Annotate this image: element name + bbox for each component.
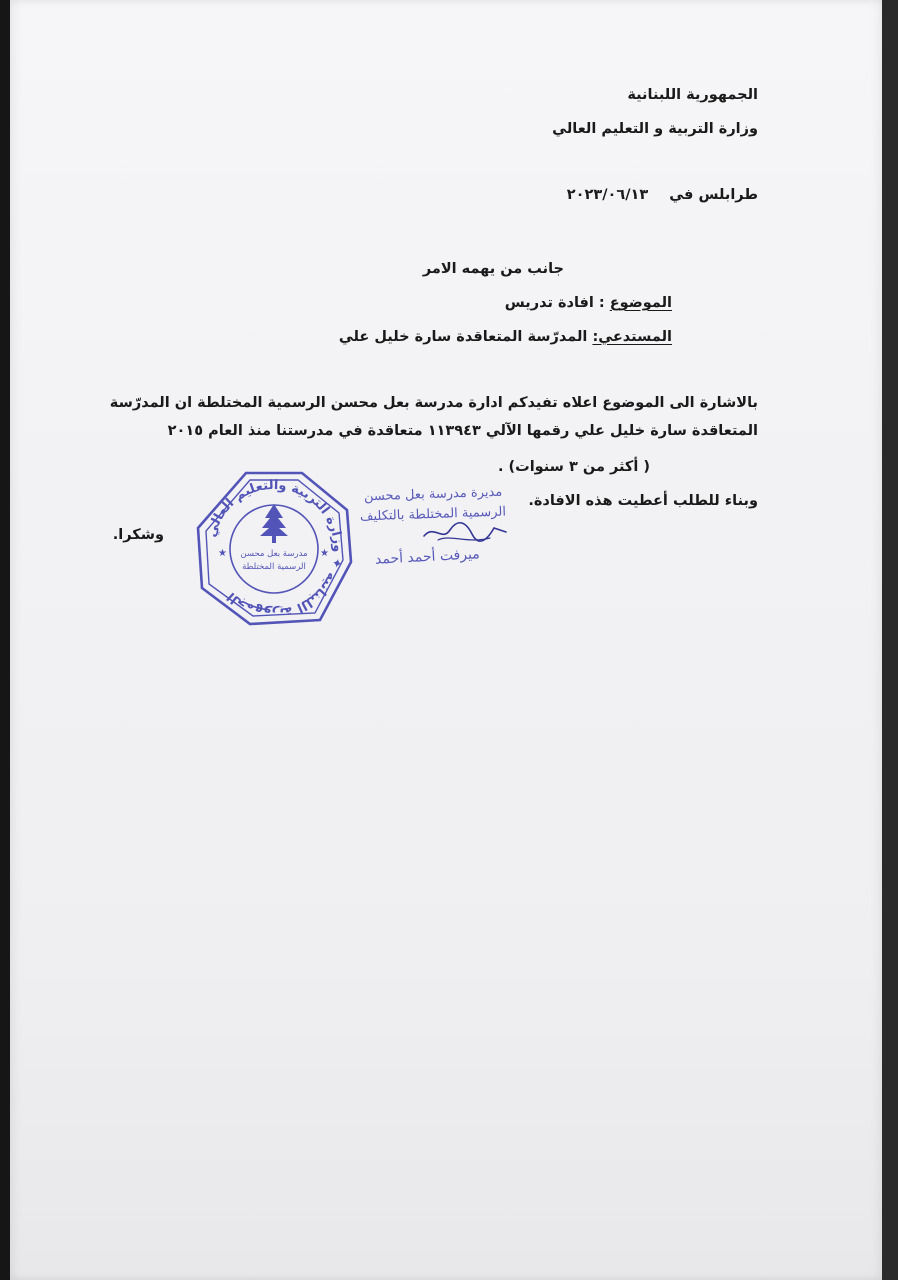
signature-name: ميرفت أحمد أحمد (374, 546, 481, 568)
cedar-icon (260, 504, 288, 543)
stamp-star-left-icon: ★ (218, 548, 227, 559)
signature-title-1: مديرة مدرسة بعل محسن (363, 484, 503, 505)
body-line-1: بالاشارة الى الموضوع اعلاه تفيدكم ادارة مدرسة بعل محسن الرسمية المختلطة ان المدرّسة (109, 395, 758, 411)
body-line-4: وبناء للطلب أعطيت هذه الافادة. (528, 493, 758, 509)
subject-line (505, 296, 672, 311)
paper-sheet (10, 0, 882, 1280)
body-line-3: ( أكثر من ٣ سنوات) . (497, 459, 650, 475)
addressee: جانب من يهمه الامر (422, 261, 564, 277)
place-date (567, 188, 758, 203)
stamp-inner-line-2: الرسمية المختلطة (242, 562, 306, 572)
applicant-value: المدرّسة المتعاقدة سارة خليل علي (338, 329, 588, 345)
place-label: طرابلس في (669, 187, 758, 203)
stamp-outer-text: الجمهورية اللبنانية ✦ وزارة التربية والتعليم العالي (204, 477, 346, 621)
header-ministry: وزارة التربية و التعليم العالي (552, 121, 758, 137)
stamp-inner-line-1: مدرسة بعل محسن (240, 549, 308, 559)
thanks-text: وشكرا. (112, 527, 164, 543)
header-republic: الجمهورية اللبنانية (627, 87, 758, 103)
applicant-line (339, 330, 672, 345)
handwritten-signature (420, 518, 510, 548)
body-line-2: المتعاقدة سارة خليل علي رقمها الآلي ١١٣٩٤٣ متعاقدة في مدرستنا منذ العام ٢٠١٥ (167, 423, 758, 439)
stamp-star-right-icon: ★ (320, 548, 329, 559)
stamp-border (194, 470, 354, 628)
applicant-label: المستدعي: (592, 329, 672, 345)
official-stamp (194, 470, 354, 628)
subject-label: الموضوع (609, 295, 672, 311)
date-value: ٢٠٢٣/٠٦/١٣ (566, 187, 649, 203)
signature-title-2: الرسمية المختلطة بالتكليف (359, 504, 507, 525)
subject-value: : افادة تدريس (504, 295, 605, 311)
